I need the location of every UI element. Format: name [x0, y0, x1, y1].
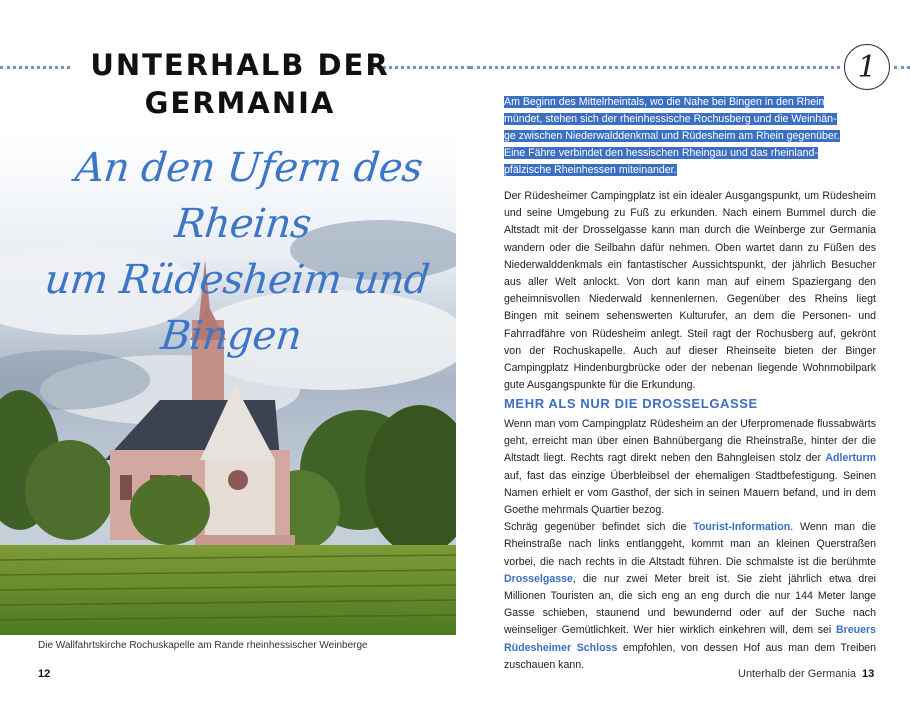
running-head: Unterhalb der Germania	[738, 668, 857, 680]
text-run: . Wenn man die Rheinstraße nach links entlanggeht, kommt man an kleinen Querstraßen vorbei, die nach rechts in die Altstadt führen. Die schmalste ist die berühmte	[504, 521, 876, 568]
page-number-left: 12	[38, 668, 51, 680]
intro-line-5: pfälzische Rheinhessen miteinander.	[504, 164, 677, 176]
link-tourist-information[interactable]: Tourist-Information	[693, 521, 791, 534]
body-paragraph-2	[504, 416, 876, 519]
right-page	[470, 0, 910, 701]
body-paragraph-1: Der Rüdesheimer Campingplatz ist ein idealer Ausgangspunkt, um Rüdesheim und seine Umgebung zu Fuß zu erkunden. Nach einem Bummel durch die Altstadt mit der Drosselgasse kann man durch die Weinberge zur Germania wandern oder die Seilbahn dafür nehmen. Oben wartet dann zu Füßen des Niederwalddenkmals ein fantastischer Aussichtspunkt, der jährlich Besucher aus aller Welt anlockt. Von dort kann man auf einem Spaziergang den geheimnisvollen Niederwald kennenlernen. Gegenüber des Rheins liegt Bingen mit seinem sehenswerten Kulturufer, an dem die Personen- und Fahrradfähre von Rüdesheim anlegt. Steil ragt der Rochusberg auf, gekrönt von der Rochuskapelle. Auch auf dieser Rheinseite bieten der Binger Campingplatz Hindenburgbrücke oder der nebenan liegende Wohnmobilpark gute Ausgangspunkte für die Erkundung.	[504, 190, 876, 392]
chapter-number: 1	[857, 49, 877, 85]
intro-highlight	[504, 94, 874, 179]
photo-caption: Die Wallfahrtskirche Rochuskapelle am Rande rheinhessischer Weinberge	[38, 640, 368, 651]
intro-line-1: Am Beginn des Mittelrheintals, wo die Nahe bei Bingen in den Rhein	[504, 96, 825, 108]
page-number-right: 13	[862, 668, 875, 680]
chapter-title	[60, 46, 420, 122]
intro-line-4: Eine Fähre verbindet den hessischen Rheingau und das rheinland-	[504, 147, 818, 159]
text-run: empfohlen, von dessen Hof aus man dem Treiben zuschauen kann.	[504, 641, 876, 671]
link-adlerturm[interactable]: Adlerturm	[825, 452, 876, 465]
section-heading: MEHR ALS NUR DIE DROSSELGASSE	[504, 396, 758, 411]
intro-line-3: ge zwischen Niederwalddenkmal und Rüdesheim am Rhein gegenüber.	[504, 130, 840, 142]
text-run: auf, fast das einzige Überbleibsel der ehemaligen Stadtbefestigung. Seinen Namen erhielt er vom Gasthof, der sich in seinen Mauern befand, und in dem Goethe mehrmals Quartier bezog.	[504, 469, 876, 517]
decorative-dotted-line-right	[470, 66, 840, 69]
chapter-title-line-1: UNTERHALB DER	[90, 48, 390, 82]
body-paragraph-3	[504, 519, 876, 674]
text-run: Wenn man vom Campingplatz Rüdesheim an der Uferpromenade flussabwärts geht, erreicht man über einen Bahnübergang die Rheinstraße, hinter der die Altstadt liegt. Rechts ragt direkt neben den Bahngleisen stolz der	[504, 418, 876, 465]
decorative-dotted-line-edge	[894, 66, 910, 69]
text-run: Schräg gegenüber befindet sich die	[504, 521, 694, 534]
text-run: , die nur zwei Meter breit ist. Sie zieht jährlich etwa drei Millionen Touristen an, die sich eng an eng durch die nur 144 Meter lange Gasse schieben, staunend und bewundernd oder auf der Suche nach weinseliger Gemütlichkeit. Wer hier wirklich einkehren will, dem sei	[504, 572, 876, 637]
script-subtitle-line-2: um Rüdesheim und Bingen	[42, 257, 432, 359]
chapter-number-badge	[844, 44, 890, 90]
script-subtitle	[18, 140, 462, 364]
chapter-title-line-2: GERMANIA	[144, 86, 336, 120]
link-drosselgasse[interactable]: Drosselgasse	[504, 572, 573, 585]
script-subtitle-line-1: An den Ufern des Rheins	[73, 145, 425, 247]
link-breuers-ruedesheimer-schloss[interactable]: Breuers Rüdesheimer Schloss	[504, 624, 876, 654]
body-section-text	[504, 416, 876, 674]
intro-line-2: mündet, stehen sich der rheinhessische Rochusberg und die Weinhän-	[504, 113, 837, 125]
